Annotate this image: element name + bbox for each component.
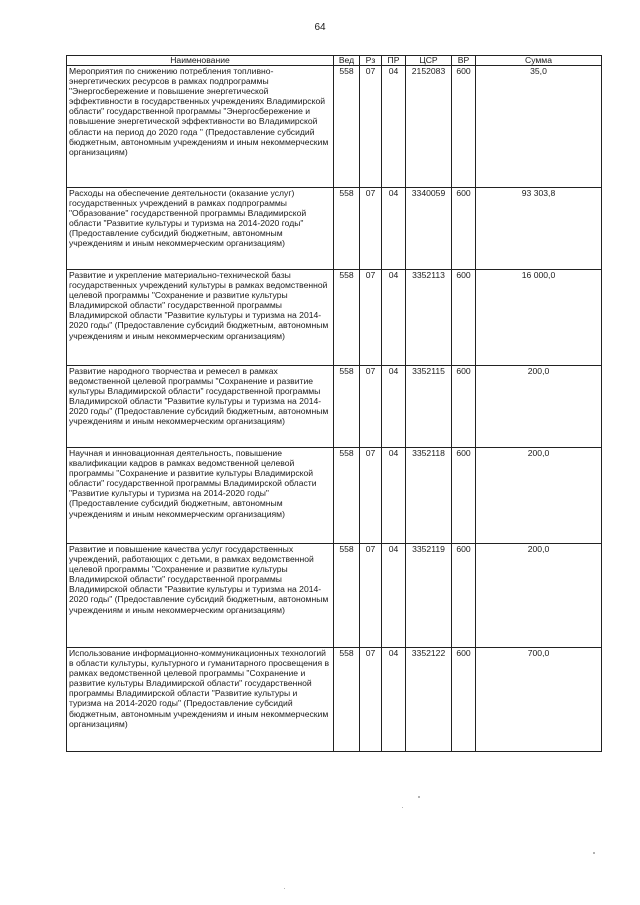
- row-name: Расходы на обеспечение деятельности (оказание услуг) государственных учреждений в рамках подпрограммы "Образование" государственной программы Владимирской области "Развитие культуры и туризма на 2014-2020 годы" (Предоставление субсидий бюджетным, автономным учреждениям и иным некоммерческим организациям): [67, 188, 334, 270]
- row-sum: 200,0: [476, 366, 602, 448]
- row-pr: 04: [382, 544, 406, 648]
- row-ved: 558: [334, 648, 360, 752]
- row-vr: 600: [452, 270, 476, 366]
- row-csr: 3352115: [406, 366, 452, 448]
- row-vr: 600: [452, 188, 476, 270]
- row-csr: 3352113: [406, 270, 452, 366]
- row-ved: 558: [334, 270, 360, 366]
- header-sum: Сумма: [476, 56, 602, 66]
- row-vr: 600: [452, 544, 476, 648]
- row-ved: 558: [334, 366, 360, 448]
- table-row: [67, 270, 602, 366]
- row-sum: 35,0: [476, 66, 602, 188]
- row-vr: 600: [452, 366, 476, 448]
- row-sum: 700,0: [476, 648, 602, 752]
- scan-speck: [593, 852, 595, 854]
- row-name: Мероприятия по снижению потребления топливно-энергетических ресурсов в рамках подпрограммы "Энергосбережение и повышение энергетической эффективности в государственных учреждениях Владимирской области" государственной программы "Энергосбережение и повышение энергетической эффективности во Владимирской области на период до 2020 года " (Предоставление субсидий бюджетным, автономным учреждениям и иным некоммерческим организациям): [67, 66, 334, 188]
- row-rz: 07: [360, 544, 382, 648]
- row-name: Развитие народного творчества и ремесел в рамках ведомственной целевой программы "Сохранение и развитие культуры Владимирской области" государственной программы Владимирской области "Развитие культуры и туризма на 2014-2020 годы" (Предоставление субсидий бюджетным, автономным учреждениям и иным некоммерческим организациям): [67, 366, 334, 448]
- row-pr: 04: [382, 448, 406, 544]
- row-csr: 2152083: [406, 66, 452, 188]
- table-row: [67, 648, 602, 752]
- header-pr: ПР: [382, 56, 406, 66]
- table-row: [67, 188, 602, 270]
- header-name: Наименование: [67, 56, 334, 66]
- row-ved: 558: [334, 544, 360, 648]
- row-csr: 3340059: [406, 188, 452, 270]
- scan-speck: [418, 796, 420, 798]
- row-ved: 558: [334, 448, 360, 544]
- header-vr: ВР: [452, 56, 476, 66]
- page-number: 64: [314, 22, 326, 33]
- row-pr: 04: [382, 188, 406, 270]
- row-rz: 07: [360, 188, 382, 270]
- table-header-row: [67, 56, 602, 66]
- row-vr: 600: [452, 648, 476, 752]
- table-row: [67, 448, 602, 544]
- row-vr: 600: [452, 448, 476, 544]
- row-pr: 04: [382, 648, 406, 752]
- scan-speck: [402, 807, 403, 808]
- row-name: Использование информационно-коммуникационных технологий в области культуры, культурного и гуманитарного просвещения в рамках ведомственной целевой программы "Сохранение и развитие культуры Владимирской области" государственной программы Владимирской области "Развитие культуры и туризма на 2014-2020 годы" (Предоставление субсидий бюджетным, автономным учреждениям и иным некоммерческим организациям): [67, 648, 334, 752]
- row-rz: 07: [360, 66, 382, 188]
- table-row: [67, 544, 602, 648]
- row-csr: 3352118: [406, 448, 452, 544]
- row-sum: 200,0: [476, 544, 602, 648]
- row-sum: 200,0: [476, 448, 602, 544]
- row-pr: 04: [382, 270, 406, 366]
- header-rz: Рз: [360, 56, 382, 66]
- table-row: [67, 366, 602, 448]
- row-sum: 16 000,0: [476, 270, 602, 366]
- row-rz: 07: [360, 366, 382, 448]
- row-rz: 07: [360, 648, 382, 752]
- scan-speck: [284, 888, 285, 889]
- row-name: Научная и инновационная деятельность, повышение квалификации кадров в рамках ведомственной целевой программы "Сохранение и развитие культуры Владимирской области" государственной программы Владимирской области "Развитие культуры и туризма на 2014-2020 годы" (Предоставление субсидий бюджетным, автономным учреждениям и иным некоммерческим организациям): [67, 448, 334, 544]
- table-row: [67, 66, 602, 188]
- row-sum: 93 303,8: [476, 188, 602, 270]
- header-ved: Вед: [334, 56, 360, 66]
- row-rz: 07: [360, 270, 382, 366]
- row-rz: 07: [360, 448, 382, 544]
- row-vr: 600: [452, 66, 476, 188]
- row-name: Развитие и повышение качества услуг государственных учреждений, работающих с детьми, в рамках ведомственной целевой программы "Сохранение и развитие культуры Владимирской области" государственной программы Владимирской области "Развитие культуры и туризма на 2014-2020 годы" (Предоставление субсидий бюджетным, автономным учреждениям и иным некоммерческим организациям): [67, 544, 334, 648]
- row-csr: 3352122: [406, 648, 452, 752]
- row-ved: 558: [334, 188, 360, 270]
- row-name: Развитие и укрепление материально-технической базы государственных учреждений культуры в рамках ведомственной целевой программы "Сохранение и развитие культуры Владимирской области" государственной программы Владимирской области "Развитие культуры и туризма на 2014-2020 годы" (Предоставление субсидий бюджетным, автономным учреждениям и иным некоммерческим организациям): [67, 270, 334, 366]
- header-csr: ЦСР: [406, 56, 452, 66]
- budget-table: [66, 55, 602, 752]
- row-pr: 04: [382, 66, 406, 188]
- row-ved: 558: [334, 66, 360, 188]
- row-csr: 3352119: [406, 544, 452, 648]
- row-pr: 04: [382, 366, 406, 448]
